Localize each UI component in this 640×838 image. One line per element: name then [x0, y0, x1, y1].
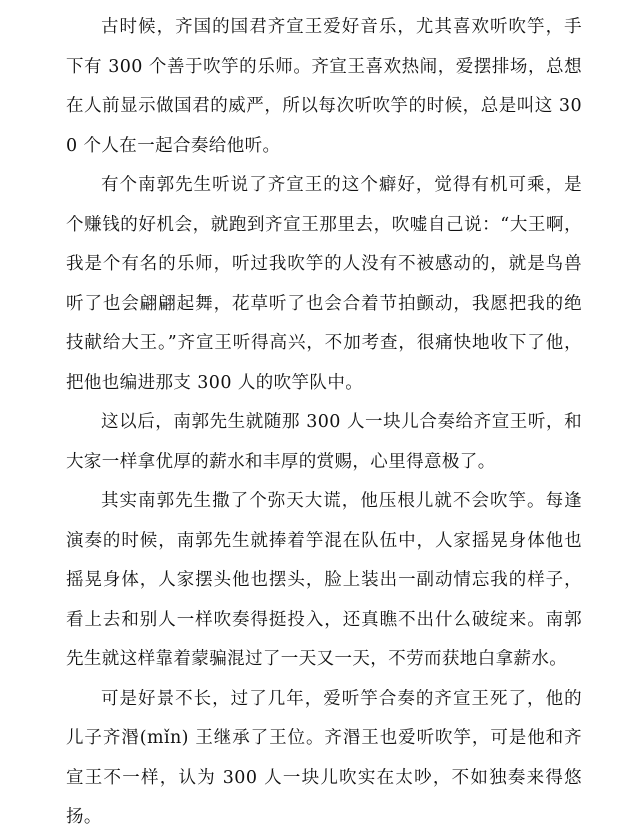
- paragraph-2: 有个南郭先生听说了齐宣王的这个癖好，觉得有机可乘，是个赚钱的好机会，就跑到齐宣王那里去，吹嘘自己说：“大王啊，我是个有名的乐师，听过我吹竽的人没有不被感动的，就是鸟兽听了也会翩翩起舞，花草听了也会合着节拍颤动，我愿把我的绝技献给大王。”齐宣王听得高兴，不加考查，很痛快地收下了他，把他也编进那支 300 人的吹竽队中。: [66, 175, 582, 393]
- paragraph-5: 可是好景不长，过了几年，爱听竽合奏的齐宣王死了，他的儿子齐湣(mǐn) 王继承了王位。齐湣王也爱听吹竽，可是他和齐宣王不一样，认为 300 人一块儿吹实在太吵，不如独奏来得悠扬。: [66, 688, 582, 827]
- paragraph-4: 其实南郭先生撒了个弥天大谎，他压根儿就不会吹竽。每逢演奏的时候，南郭先生就捧着竽混在队伍中，人家摇晃身体他也摇晃身体，人家摆头他也摆头，脸上装出一副动情忘我的样子，看上去和别人一样吹奏得挺投入，还真瞧不出什么破绽来。南郭先生就这样靠着蒙骗混过了一天又一天，不劳而获地白拿薪水。: [66, 491, 582, 669]
- paragraph-1: 古时候，齐国的国君齐宣王爱好音乐，尤其喜欢听吹竽，手下有 300 个善于吹竽的乐师。齐宣王喜欢热闹，爱摆排场，总想在人前显示做国君的威严，所以每次听吹竽的时候，总是叫这 300 个人在一起合奏给他听。: [66, 17, 582, 156]
- paragraph-3: 这以后，南郭先生就随那 300 人一块儿合奏给齐宣王听，和大家一样拿优厚的薪水和丰厚的赏赐，心里得意极了。: [66, 412, 582, 472]
